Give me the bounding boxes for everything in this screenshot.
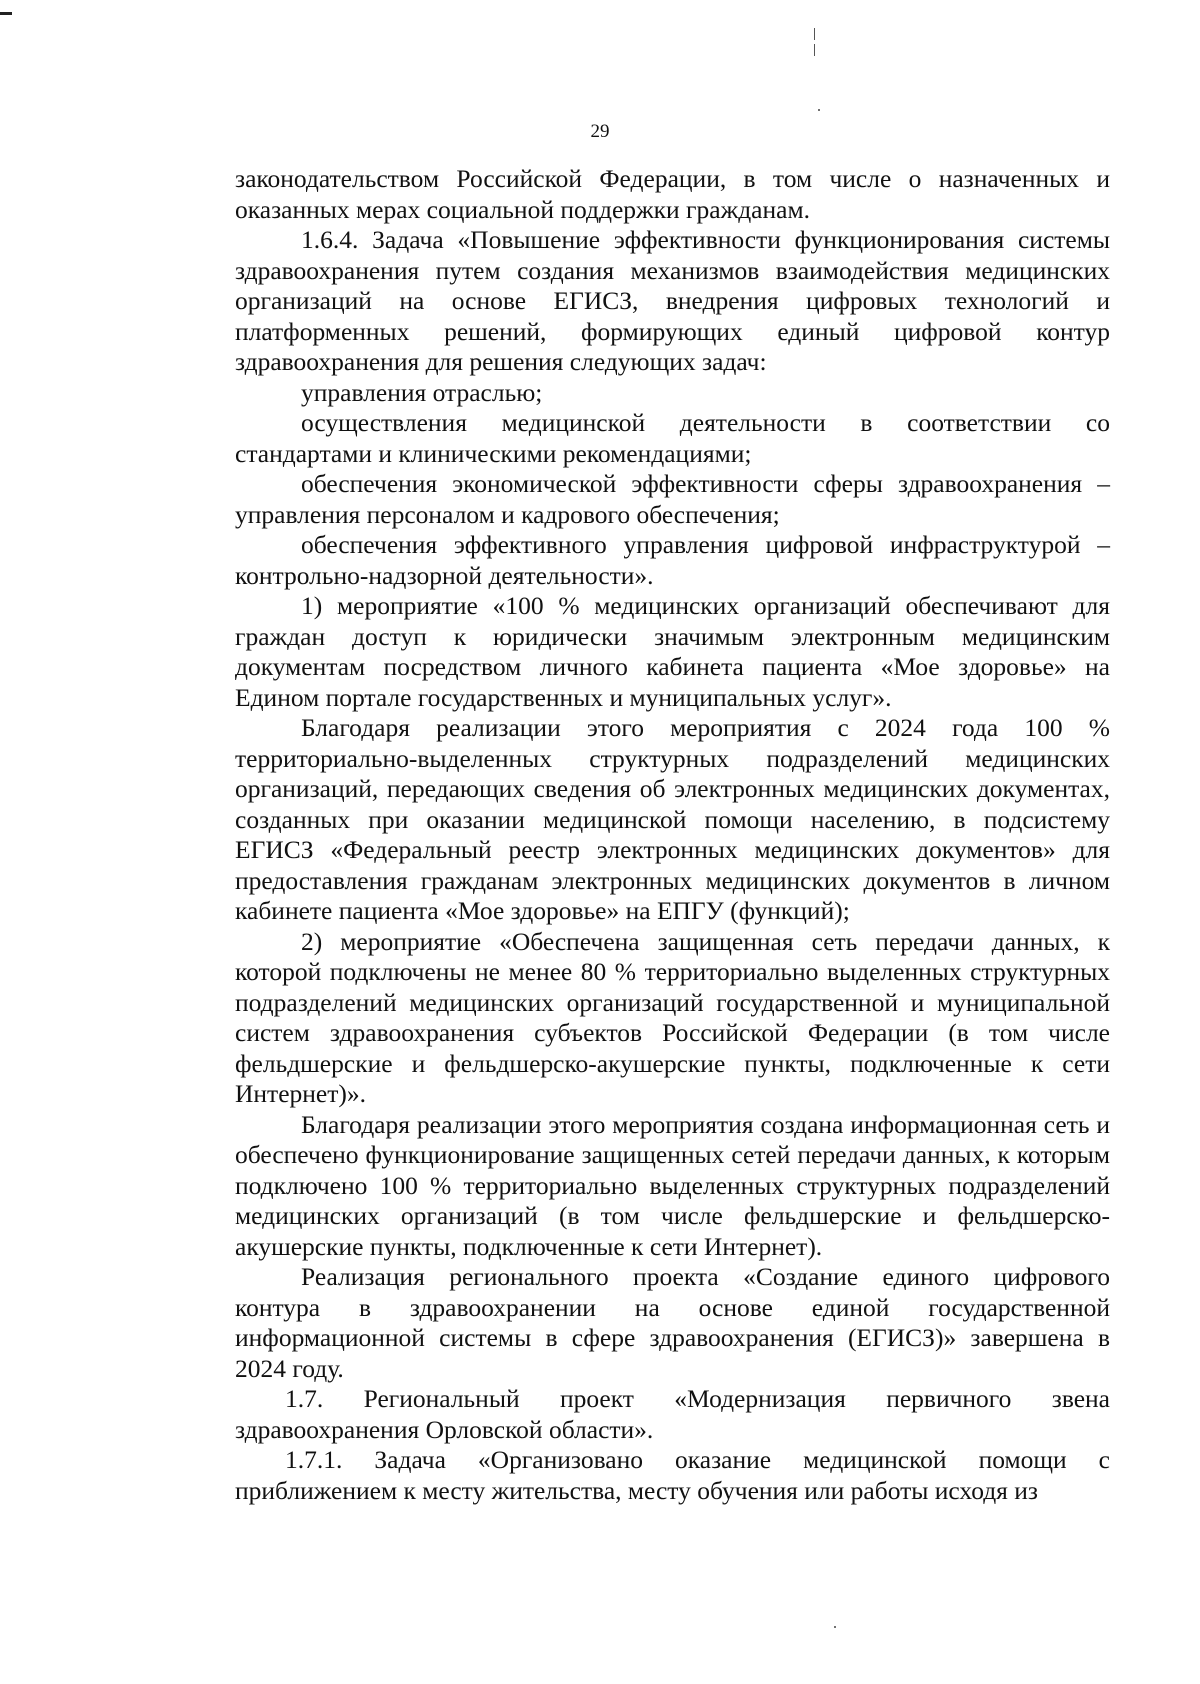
paragraph-measure-1-result: Благодаря реализации этого мероприятия с 2024 года 100 % территориально-выделенных структурных подразделений медицинских организаций, передающих сведения об электронных медицинских документах, созданных при оказании медицинской помощи населению, в подсистему ЕГИСЗ «Федеральный реестр электронных медицинских документов» для предоставления гражданам электронных медицинских документов в личном кабинете пациента «Мое здоровье» на ЕПГУ (функций); xyxy=(235,713,1110,925)
paragraph-item-digital-infrastructure: обеспечения эффективного управления цифровой инфраструктурой – контрольно-надзорной деятельности». xyxy=(235,530,1110,590)
paragraph-continuation: законодательством Российской Федерации, в том числе о назначенных и оказанных мерах социальной поддержки гражданам. xyxy=(235,164,1110,224)
scan-dot-bottom xyxy=(834,1626,836,1628)
paragraph-task-1-7-1: 1.7.1. Задача «Организовано оказание медицинской помощи с приближением к месту жительства, месту обучения или работы исходя из xyxy=(235,1445,1110,1505)
paragraph-project-completed: Реализация регионального проекта «Создание единого цифрового контура в здравоохранении на основе единой государственной информационной системы в сфере здравоохранения (ЕГИСЗ)» завершена в 2024 году. xyxy=(235,1262,1110,1383)
paragraph-measure-2: 2) мероприятие «Обеспечена защищенная сеть передачи данных, к которой подключены не менее 80 % территориально выделенных структурных подразделений медицинских организаций государственной и муниципальной систем здравоохранения субъектов Российской Федерации (в том числе фельдшерские и фельдшерско-акушерские пункты, подключенные к сети Интернет)». xyxy=(235,926,1110,1108)
paragraph-item-economic: обеспечения экономической эффективности сферы здравоохранения – управления персоналом и кадрового обеспечения; xyxy=(235,469,1110,529)
scan-dot-top xyxy=(818,109,820,111)
scan-mark-top-2 xyxy=(814,44,815,56)
paragraph-project-1-7: 1.7. Региональный проект «Модернизация первичного звена здравоохранения Орловской области». xyxy=(235,1384,1110,1444)
paragraph-item-medical-activity: осуществления медицинской деятельности в соответствии со стандартами и клиническими рекомендациями; xyxy=(235,408,1110,468)
document-body xyxy=(235,164,1110,1506)
paragraph-measure-1: 1) мероприятие «100 % медицинских организаций обеспечивают для граждан доступ к юридически значимым электронным медицинским документам посредством личного кабинета пациента «Мое здоровье» на Едином портале государственных и муниципальных услуг». xyxy=(235,591,1110,712)
paragraph-task-1-6-4: 1.6.4. Задача «Повышение эффективности функционирования системы здравоохранения путем создания механизмов взаимодействия медицинских организаций на основе ЕГИСЗ, внедрения цифровых технологий и платформенных решений, формирующих единый цифровой контур здравоохранения для решения следующих задач: xyxy=(235,225,1110,376)
scan-mark-top-left xyxy=(0,12,12,15)
page-number: 29 xyxy=(590,121,610,142)
scan-mark-top xyxy=(814,28,815,40)
paragraph-item-industry: управления отраслью; xyxy=(301,377,543,407)
paragraph-measure-2-result: Благодаря реализации этого мероприятия создана информационная сеть и обеспечено функционирование защищенных сетей передачи данных, к которым подключено 100 % территориально выделенных структурных подразделений медицинских организаций (в том числе фельдшерские и фельдшерско-акушерские пункты, подключенные к сети Интернет). xyxy=(235,1109,1110,1261)
